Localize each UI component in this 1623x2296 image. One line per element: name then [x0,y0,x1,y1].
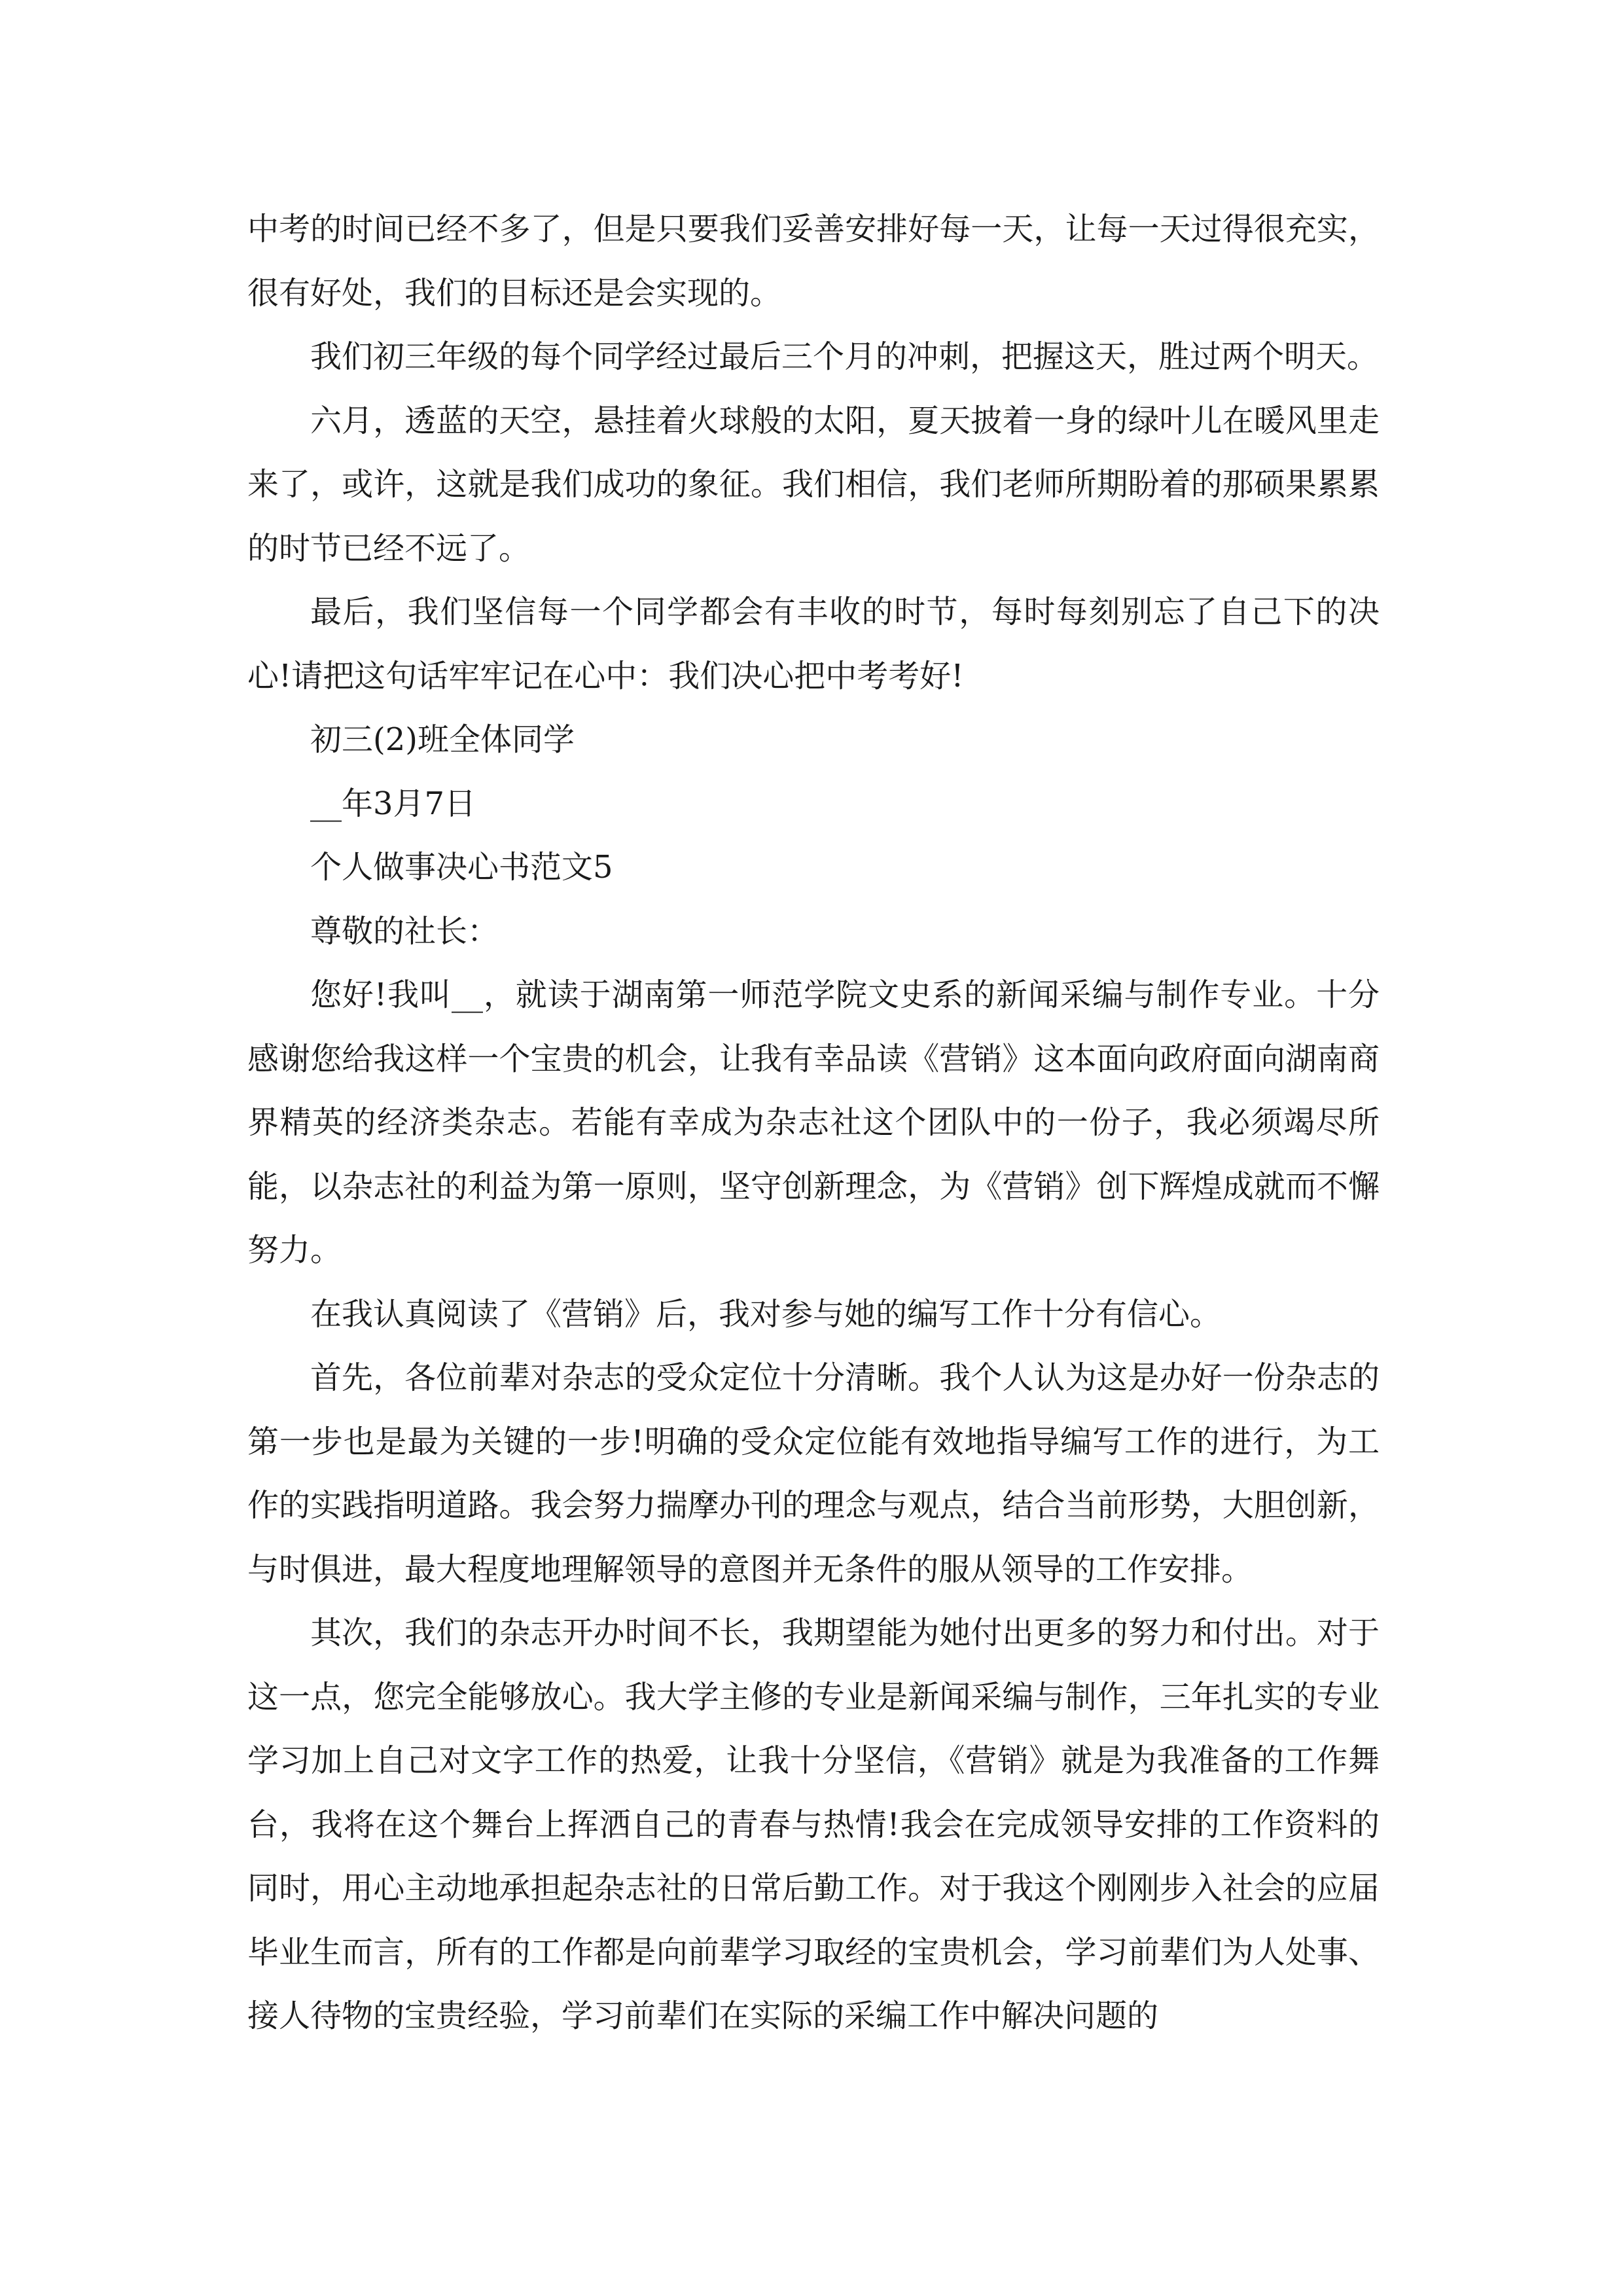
paragraph-intro: 您好!我叫__，就读于湖南第一师范学院文史系的新闻采编与制作专业。十分感谢您给我这样一个宝贵的机会，让我有幸品读《营销》这本面向政府面向湖南商界精英的经济类杂志。若能有幸成为杂志社这个团队中的一份子，我必须竭尽所能，以杂志社的利益为第一原则，坚守创新理念，为《营销》创下辉煌成就而不懈努力。 [247,977,1380,1268]
paragraph-finally: 最后，我们坚信每一个同学都会有丰收的时节，每时每刻别忘了自己下的决心!请把这句话牢牢记在心中：我们决心把中考考好! [247,594,1380,694]
signature-class: 初三(2)班全体同学 [310,721,575,758]
section-title: 个人做事决心书范文5 [310,849,613,886]
paragraph-sprint: 我们初三年级的每个同学经过最后三个月的冲刺，把握这天，胜过两个明天。 [310,338,1379,375]
paragraph-june: 六月，透蓝的天空，悬挂着火球般的太阳，夏天披着一身的绿叶儿在暖风里走来了，或许，这就是我们成功的象征。我们相信，我们老师所期盼着的那硕果累累的时节已经不远了。 [247,402,1380,567]
paragraph-first: 首先，各位前辈对杂志的受众定位十分清晰。我个人认为这是办好一份杂志的第一步也是最为关键的一步!明确的受众定位能有效地指导编写工作的进行，为工作的实践指明道路。我会努力揣摩办刊的理念与观点，结合当前形势，大胆创新，与时俱进，最大程度地理解领导的意图并无条件的服从领导的工作安排。 [247,1359,1380,1588]
paragraph-second: 其次，我们的杂志开办时间不长，我期望能为她付出更多的努力和付出。对于这一点，您完全能够放心。我大学主修的专业是新闻采编与制作，三年扎实的专业学习加上自己对文字工作的热爱，让我十分坚信，《营销》就是为我准备的工作舞台，我将在这个舞台上挥洒自己的青春与热情!我会在完成领导安排的工作资料的同时，用心主动地承担起杂志社的日常后勤工作。对于我这个刚刚步入社会的应届毕业生而言，所有的工作都是向前辈学习取经的宝贵机会，学习前辈们为人处事、接人待物的宝贵经验，学习前辈们在实际的采编工作中解决问题的 [247,1615,1380,2034]
paragraph-exam-time: 中考的时间已经不多了，但是只要我们妥善安排好每一天，让每一天过得很充实，很有好处，我们的目标还是会实现的。 [247,211,1380,312]
salutation: 尊敬的社长： [310,912,499,950]
signature-date: __年3月7日 [310,785,476,822]
document-body [247,198,1380,2049]
paragraph-reading: 在我认真阅读了《营销》后，我对参与她的编写工作十分有信心。 [310,1295,1222,1333]
